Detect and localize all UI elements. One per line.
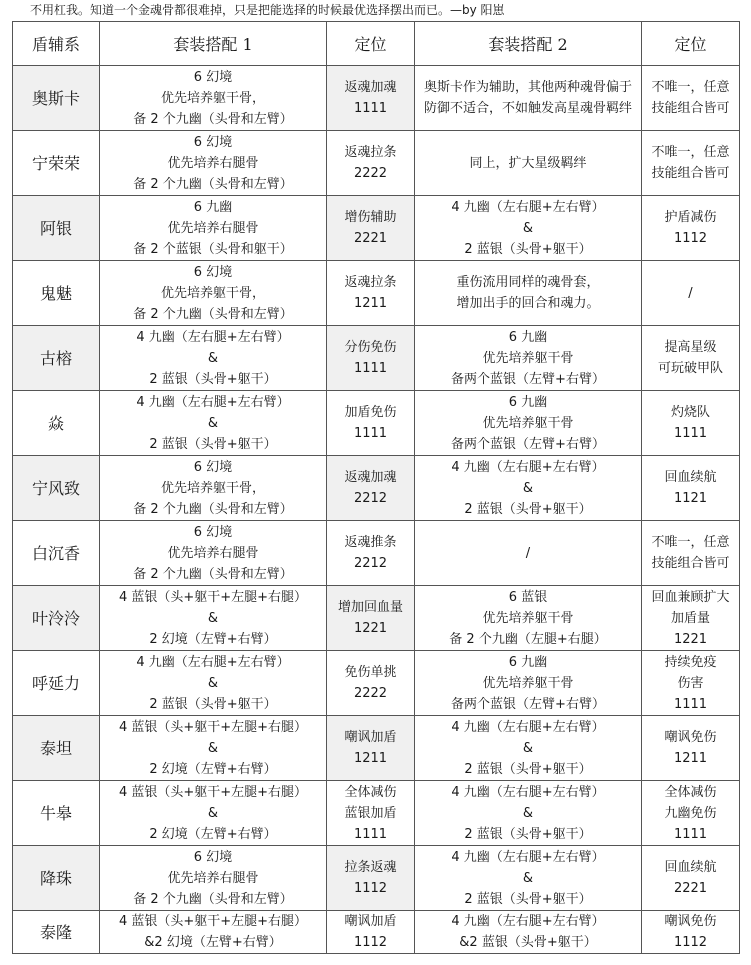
- role1-line: 1211: [353, 751, 388, 766]
- role1-cell: [327, 261, 415, 326]
- set1-line: 备 2 个九幽（头骨和左臂）: [133, 891, 293, 907]
- set1-line: &: [207, 415, 219, 431]
- set2-cell: [415, 911, 642, 954]
- table-row: [13, 846, 740, 911]
- role2-cell: [642, 781, 740, 846]
- set1-line: &2 幻境（左臂+右臂）: [144, 935, 282, 950]
- set2-line: &: [522, 870, 534, 886]
- role1-line: 分伤免伤: [344, 340, 397, 355]
- role1-cell: [327, 196, 415, 261]
- hero-name-cell: 降珠: [13, 846, 100, 911]
- role1-cell: [327, 911, 415, 954]
- role1-line: 2222: [353, 686, 388, 701]
- role2-line: 不唯一，任意技能组合皆可: [651, 80, 730, 116]
- header-hero: 盾辅系: [13, 22, 100, 66]
- set1-line: 4 蓝银（头+躯干+左腿+右腿）: [118, 589, 308, 605]
- role2-line: 1111: [673, 826, 708, 842]
- set1-cell: [100, 586, 327, 651]
- table-row: [13, 911, 740, 954]
- set1-cell: [100, 846, 327, 911]
- set1-line: 4 九幽（左右腿+左右臂）: [136, 394, 290, 410]
- role1-line: 免伤单挑: [344, 665, 397, 680]
- equipment-table: [12, 21, 740, 954]
- role2-line: 1211: [673, 751, 708, 766]
- table-row: [13, 456, 740, 521]
- role1-cell: [327, 846, 415, 911]
- set2-line: 奥斯卡作为辅助，其他两种魂骨偏于防御不适合，不如触发高星魂骨羁绊: [423, 80, 632, 116]
- set2-line: 2 蓝银（头骨+躯干）: [464, 761, 592, 777]
- set1-line: 4 九幽（左右腿+左右臂）: [136, 329, 290, 345]
- table-row: [13, 521, 740, 586]
- set2-line: 2 蓝银（头骨+躯干）: [464, 891, 592, 907]
- set2-cell: [415, 586, 642, 651]
- set1-line: &: [207, 675, 219, 691]
- set2-line: 4 九幽（左右腿+左右臂）: [451, 849, 605, 865]
- table-body: [13, 66, 740, 954]
- set1-line: &: [207, 805, 219, 821]
- table-row: [13, 326, 740, 391]
- role2-line: 1121: [673, 491, 708, 506]
- set1-line: 优先培养躯干骨，: [160, 285, 265, 301]
- set1-line: 6 幻境: [193, 134, 233, 150]
- set1-cell: [100, 781, 327, 846]
- set2-line: 优先培养躯干骨: [482, 415, 574, 431]
- role1-line: 1221: [353, 621, 388, 636]
- set1-line: 4 蓝银（头+躯干+左腿+右腿）: [118, 719, 308, 735]
- set2-line: 4 九幽（左右腿+左右臂）: [451, 784, 605, 800]
- set2-line: 6 九幽: [508, 394, 548, 410]
- role2-line: 持续免疫: [664, 654, 717, 670]
- role1-line: 2222: [353, 166, 388, 181]
- set2-line: &: [522, 740, 534, 756]
- role2-cell: [642, 131, 740, 196]
- role2-line: 回血兼顾扩大加盾量: [651, 589, 730, 626]
- set1-line: 6 幻境: [193, 849, 233, 865]
- role1-line: 嘲讽加盾: [344, 914, 397, 929]
- set1-line: 优先培养躯干骨，: [160, 90, 265, 106]
- role1-cell: [327, 391, 415, 456]
- role1-line: 返魂加魂: [344, 80, 397, 95]
- table-row: [13, 716, 740, 781]
- set2-line: 4 九幽（左右腿+左右臂）: [451, 914, 605, 929]
- role1-line: 1112: [353, 881, 388, 896]
- role1-line: 1112: [353, 935, 388, 950]
- role2-line: 2221: [673, 881, 708, 896]
- hero-name-cell: 古榕: [13, 326, 100, 391]
- role2-line: 可玩破甲队: [657, 361, 723, 376]
- set2-line: /: [525, 545, 531, 561]
- set2-line: 4 九幽（左右腿+左右臂）: [451, 719, 605, 735]
- set2-line: 4 九幽（左右腿+左右臂）: [451, 459, 605, 475]
- set1-line: &: [207, 610, 219, 626]
- role2-line: 提高星级: [664, 340, 717, 355]
- set1-line: 备 2 个九幽（头骨和左臂）: [133, 111, 293, 127]
- set2-cell: [415, 261, 642, 326]
- set1-line: 2 幻境（左臂+右臂）: [149, 631, 277, 647]
- set2-cell: [415, 651, 642, 716]
- role1-line: 1111: [353, 826, 388, 842]
- set2-cell: [415, 326, 642, 391]
- set1-line: 优先培养躯干骨，: [160, 480, 265, 496]
- set1-line: 2 幻境（左臂+右臂）: [149, 761, 277, 777]
- set1-cell: [100, 131, 327, 196]
- role1-line: 蓝银加盾: [344, 805, 397, 821]
- set2-line: 4 九幽（左右腿+左右臂）: [451, 199, 605, 215]
- hero-name-cell: 白沉香: [13, 521, 100, 586]
- role2-line: 1221: [673, 631, 708, 647]
- role2-line: 回血续航: [664, 470, 717, 485]
- set1-line: 优先培养右腿骨: [167, 870, 259, 886]
- role1-cell: [327, 781, 415, 846]
- set1-line: 6 九幽: [193, 199, 233, 215]
- set1-line: 备 2 个九幽（头骨和左臂）: [133, 566, 293, 582]
- set2-cell: [415, 66, 642, 131]
- role2-cell: [642, 651, 740, 716]
- role2-cell: [642, 196, 740, 261]
- set1-cell: [100, 521, 327, 586]
- role2-line: 1111: [673, 696, 708, 712]
- role1-cell: [327, 521, 415, 586]
- set2-line: 优先培养躯干骨: [482, 350, 574, 366]
- set1-line: 6 幻境: [193, 69, 233, 85]
- set2-line: &2 蓝银（头骨+躯干）: [459, 935, 597, 950]
- hero-name-cell: 呼延力: [13, 651, 100, 716]
- header-role-1: 定位: [327, 22, 415, 66]
- role2-line: 1112: [673, 935, 708, 950]
- table-row: [13, 651, 740, 716]
- role2-cell: [642, 521, 740, 586]
- set1-cell: [100, 911, 327, 954]
- set1-cell: [100, 651, 327, 716]
- hero-name-cell: 鬼魅: [13, 261, 100, 326]
- set2-line: 优先培养躯干骨: [482, 675, 574, 691]
- role1-line: 返魂拉条: [344, 275, 397, 290]
- set2-line: 备 2 个九幽（左腿+右腿）: [449, 631, 607, 647]
- author-note: 不用杠我。知道一个金魂骨都很难掉，只是把能选择的时候最优选择摆出而已。—by 阳崽: [30, 3, 505, 17]
- role2-line: 灼烧队: [670, 405, 710, 420]
- role1-line: 加盾免伤: [344, 405, 397, 420]
- role2-cell: [642, 586, 740, 651]
- set2-cell: [415, 521, 642, 586]
- set1-line: 备 2 个蓝银（头骨和躯干）: [133, 241, 293, 257]
- role2-cell: [642, 716, 740, 781]
- set1-line: 优先培养右腿骨: [167, 155, 259, 171]
- role1-cell: [327, 66, 415, 131]
- set1-line: 4 蓝银（头+躯干+左腿+右腿）: [118, 784, 308, 800]
- set1-cell: [100, 716, 327, 781]
- role1-line: 增伤辅助: [344, 210, 397, 225]
- set2-line: &: [522, 480, 534, 496]
- role2-cell: [642, 911, 740, 954]
- set1-line: 优先培养右腿骨: [167, 545, 259, 561]
- set1-cell: [100, 66, 327, 131]
- role1-cell: [327, 326, 415, 391]
- hero-name-cell: 焱: [13, 391, 100, 456]
- set1-line: 2 幻境（左臂+右臂）: [149, 826, 277, 842]
- table-row: [13, 586, 740, 651]
- set1-cell: [100, 391, 327, 456]
- role2-line: 嘲讽免伤: [664, 730, 717, 745]
- role1-cell: [327, 456, 415, 521]
- set2-line: 备两个蓝银（左臂+右臂）: [451, 696, 605, 712]
- set2-line: 重伤流用同样的魂骨套，: [456, 275, 600, 290]
- role2-line: 不唯一，任意技能组合皆可: [651, 145, 730, 181]
- role2-line: 护盾减伤: [664, 210, 717, 225]
- role2-line: 1112: [673, 231, 708, 246]
- role2-line: 嘲讽免伤: [664, 914, 717, 929]
- set1-line: 4 九幽（左右腿+左右臂）: [136, 654, 290, 670]
- role2-line: 不唯一，任意技能组合皆可: [651, 535, 730, 571]
- role2-line: 全体减伤: [664, 784, 717, 800]
- role1-line: 拉条返魂: [344, 860, 397, 875]
- table-row: [13, 261, 740, 326]
- set2-line: 备两个蓝银（左臂+右臂）: [451, 371, 605, 387]
- set1-cell: [100, 261, 327, 326]
- set2-line: 2 蓝银（头骨+躯干）: [464, 241, 592, 257]
- set2-line: 增加出手的回合和魂力。: [456, 296, 600, 311]
- role2-cell: [642, 66, 740, 131]
- set1-line: 2 蓝银（头骨+躯干）: [149, 696, 277, 712]
- set2-cell: [415, 131, 642, 196]
- role1-line: 嘲讽加盾: [344, 730, 397, 745]
- set2-line: 备两个蓝银（左臂+右臂）: [451, 436, 605, 452]
- role1-cell: [327, 651, 415, 716]
- header-set-2: 套装搭配 2: [415, 22, 642, 66]
- role2-line: 九幽免伤: [664, 805, 717, 821]
- hero-name-cell: 奥斯卡: [13, 66, 100, 131]
- header-role-2: 定位: [642, 22, 740, 66]
- role1-line: 1211: [353, 296, 388, 311]
- role1-line: 1111: [353, 101, 388, 116]
- set2-line: 2 蓝银（头骨+躯干）: [464, 501, 592, 517]
- role2-line: /: [688, 285, 693, 301]
- set1-cell: [100, 326, 327, 391]
- set2-line: 2 蓝银（头骨+躯干）: [464, 826, 592, 842]
- hero-name-cell: 宁风致: [13, 456, 100, 521]
- set1-line: 备 2 个九幽（头骨和左臂）: [133, 176, 293, 192]
- hero-name-cell: 宁荣荣: [13, 131, 100, 196]
- set2-cell: [415, 716, 642, 781]
- set2-cell: [415, 846, 642, 911]
- set2-line: 同上，扩大星级羁绊: [469, 155, 587, 171]
- role1-line: 返魂加魂: [344, 470, 397, 485]
- set1-cell: [100, 196, 327, 261]
- role2-cell: [642, 391, 740, 456]
- set1-line: 优先培养右腿骨: [167, 220, 259, 236]
- role2-cell: [642, 846, 740, 911]
- set2-cell: [415, 391, 642, 456]
- role1-line: 返魂推条: [344, 535, 397, 550]
- set2-cell: [415, 456, 642, 521]
- table-row: [13, 131, 740, 196]
- role1-line: 2212: [353, 491, 388, 506]
- set1-line: 6 幻境: [193, 459, 233, 475]
- hero-name-cell: 泰隆: [13, 911, 100, 954]
- table-row: [13, 781, 740, 846]
- set2-line: 6 九幽: [508, 654, 548, 670]
- set1-line: 备 2 个九幽（头骨和左臂）: [133, 501, 293, 517]
- set1-line: 2 蓝银（头骨+躯干）: [149, 436, 277, 452]
- role2-cell: [642, 326, 740, 391]
- role1-cell: [327, 716, 415, 781]
- table-row: [13, 66, 740, 131]
- set1-line: 6 幻境: [193, 524, 233, 540]
- set1-cell: [100, 456, 327, 521]
- set2-line: 6 九幽: [508, 329, 548, 345]
- table-header-row: [13, 22, 740, 66]
- set1-line: 6 幻境: [193, 264, 233, 280]
- set2-line: &: [522, 805, 534, 821]
- table-row: [13, 196, 740, 261]
- header-set-1: 套装搭配 1: [100, 22, 327, 66]
- role1-line: 增加回血量: [337, 600, 403, 615]
- hero-name-cell: 阿银: [13, 196, 100, 261]
- set1-line: 备 2 个九幽（头骨和左臂）: [133, 306, 293, 322]
- hero-name-cell: 泰坦: [13, 716, 100, 781]
- hero-name-cell: 叶泠泠: [13, 586, 100, 651]
- set1-line: 4 蓝银（头+躯干+左腿+右腿）: [118, 914, 308, 929]
- set2-cell: [415, 196, 642, 261]
- role2-cell: [642, 456, 740, 521]
- set1-line: &: [207, 350, 219, 366]
- role1-line: 2212: [353, 556, 388, 571]
- role1-line: 返魂拉条: [344, 145, 397, 160]
- role2-line: 1111: [673, 426, 708, 441]
- role1-cell: [327, 131, 415, 196]
- role2-cell: [642, 261, 740, 326]
- role1-line: 2221: [353, 231, 388, 246]
- set2-line: &: [522, 220, 534, 236]
- set1-line: &: [207, 740, 219, 756]
- table-row: [13, 391, 740, 456]
- set2-line: 优先培养躯干骨: [482, 610, 574, 626]
- role1-line: 1111: [353, 361, 388, 376]
- role1-line: 全体减伤: [344, 784, 397, 800]
- role2-line: 回血续航: [664, 860, 717, 875]
- set2-line: 6 蓝银: [508, 589, 548, 605]
- role1-cell: [327, 586, 415, 651]
- role1-line: 1111: [353, 426, 388, 441]
- role2-line: 伤害: [677, 675, 704, 691]
- set2-cell: [415, 781, 642, 846]
- set1-line: 2 蓝银（头骨+躯干）: [149, 371, 277, 387]
- hero-name-cell: 牛皋: [13, 781, 100, 846]
